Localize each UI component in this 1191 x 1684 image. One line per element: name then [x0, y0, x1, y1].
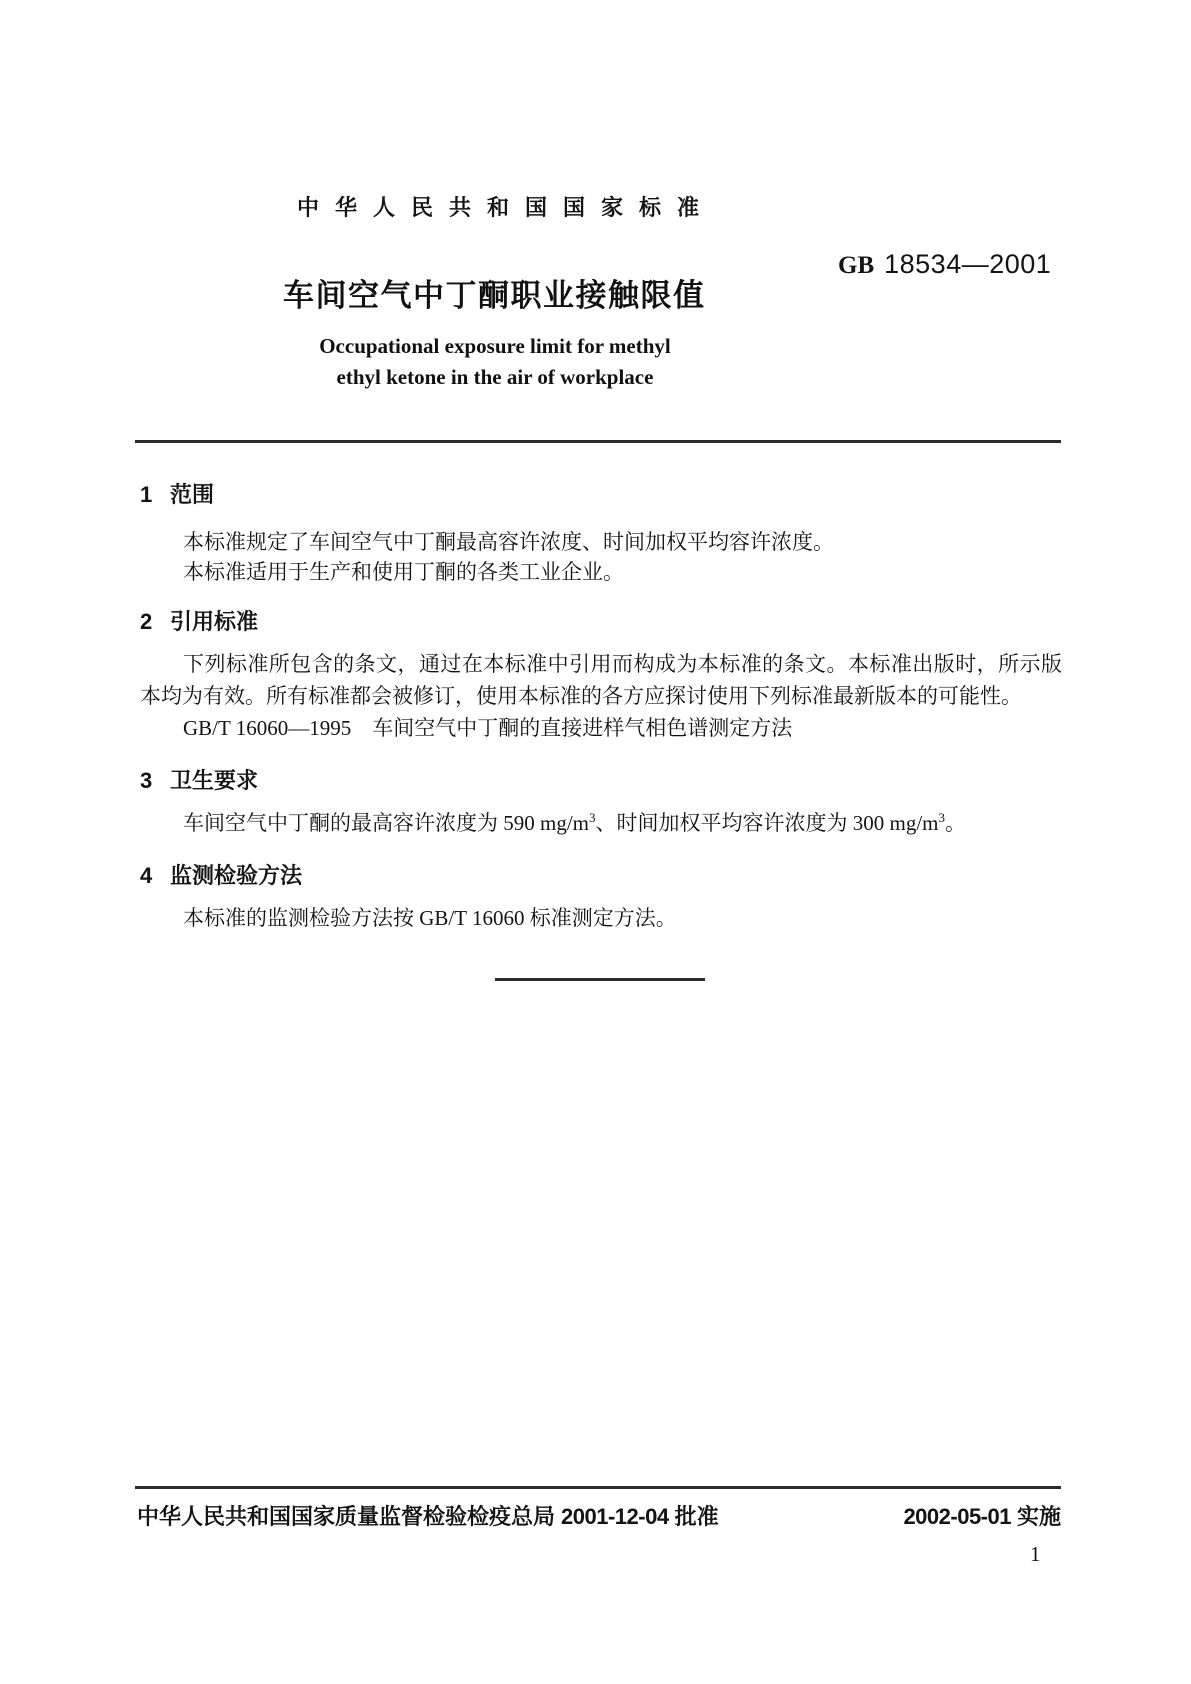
footer-implement-date: 2002-05-01	[903, 1504, 1011, 1529]
section-2-paragraph-1: 下列标准所包含的条文，通过在本标准中引用而构成为本标准的条文。本标准出版时，所示版本均为有效。所有标准都会被修订，使用本标准的各方应探讨使用下列标准最新版本的可能性。	[140, 652, 1062, 708]
superscript-cubed-1: 3	[589, 810, 596, 825]
document-title-en-line1: Occupational exposure limit for methyl	[319, 334, 671, 358]
standard-code	[838, 249, 1051, 280]
section-4-number: 4	[140, 863, 153, 888]
section-3-title: 卫生要求	[170, 768, 259, 793]
section-3-number: 3	[140, 768, 153, 793]
footer-issuer: 中华人民共和国国家质量监督检验检疫总局	[137, 1504, 556, 1529]
footer-implement-label: 实施	[1016, 1504, 1061, 1529]
section-3-heading	[140, 764, 258, 795]
document-title-en-line2: ethyl ketone in the air of workplace	[336, 365, 654, 389]
section-2-heading	[140, 605, 258, 636]
page-number: 1	[1030, 1542, 1041, 1566]
footer-divider-rule	[135, 1486, 1061, 1489]
section-4-heading	[140, 859, 302, 890]
section-4-title: 监测检验方法	[170, 863, 303, 888]
section-4-paragraph-1: 本标准的监测检验方法按 GB/T 16060 标准测定方法。	[183, 906, 677, 930]
section-3-paragraph-1	[183, 808, 966, 838]
footer-implementation	[897, 1500, 1061, 1531]
section-1-paragraph-1: 本标准规定了车间空气中丁酮最高容许浓度、时间加权平均容许浓度。	[183, 530, 834, 554]
limit-text-part3: 。	[945, 811, 967, 835]
section-2-number: 2	[140, 609, 153, 634]
section-1-paragraph-2: 本标准适用于生产和使用丁酮的各类工业企业。	[183, 560, 624, 584]
header-divider-rule	[135, 440, 1061, 443]
footer-approve-date: 2001-12-04	[561, 1504, 669, 1529]
limit-text-part1: 车间空气中丁酮的最高容许浓度为 590 mg/m	[183, 811, 590, 835]
section-1-title: 范围	[170, 482, 215, 507]
national-standard-label: 中华人民共和国国家标准	[297, 195, 716, 220]
standard-code-prefix: GB	[838, 252, 875, 279]
superscript-cubed-2: 3	[938, 810, 946, 825]
footer-approval	[137, 1500, 719, 1531]
limit-text-part2: 、时间加权平均容许浓度为 300 mg/m	[595, 811, 939, 835]
section-1-number: 1	[140, 482, 153, 507]
section-1-heading	[140, 478, 214, 509]
footer-approve-label: 批准	[674, 1504, 719, 1529]
document-title-cn: 车间空气中丁酮职业接触限值	[283, 278, 706, 313]
end-of-text-rule	[495, 978, 705, 981]
standard-code-number: 18534—2001	[884, 249, 1052, 279]
section-2-reference-line: GB/T 16060—1995 车间空气中丁酮的直接进样气相色谱测定方法	[183, 716, 793, 740]
section-2-title: 引用标准	[170, 609, 259, 634]
